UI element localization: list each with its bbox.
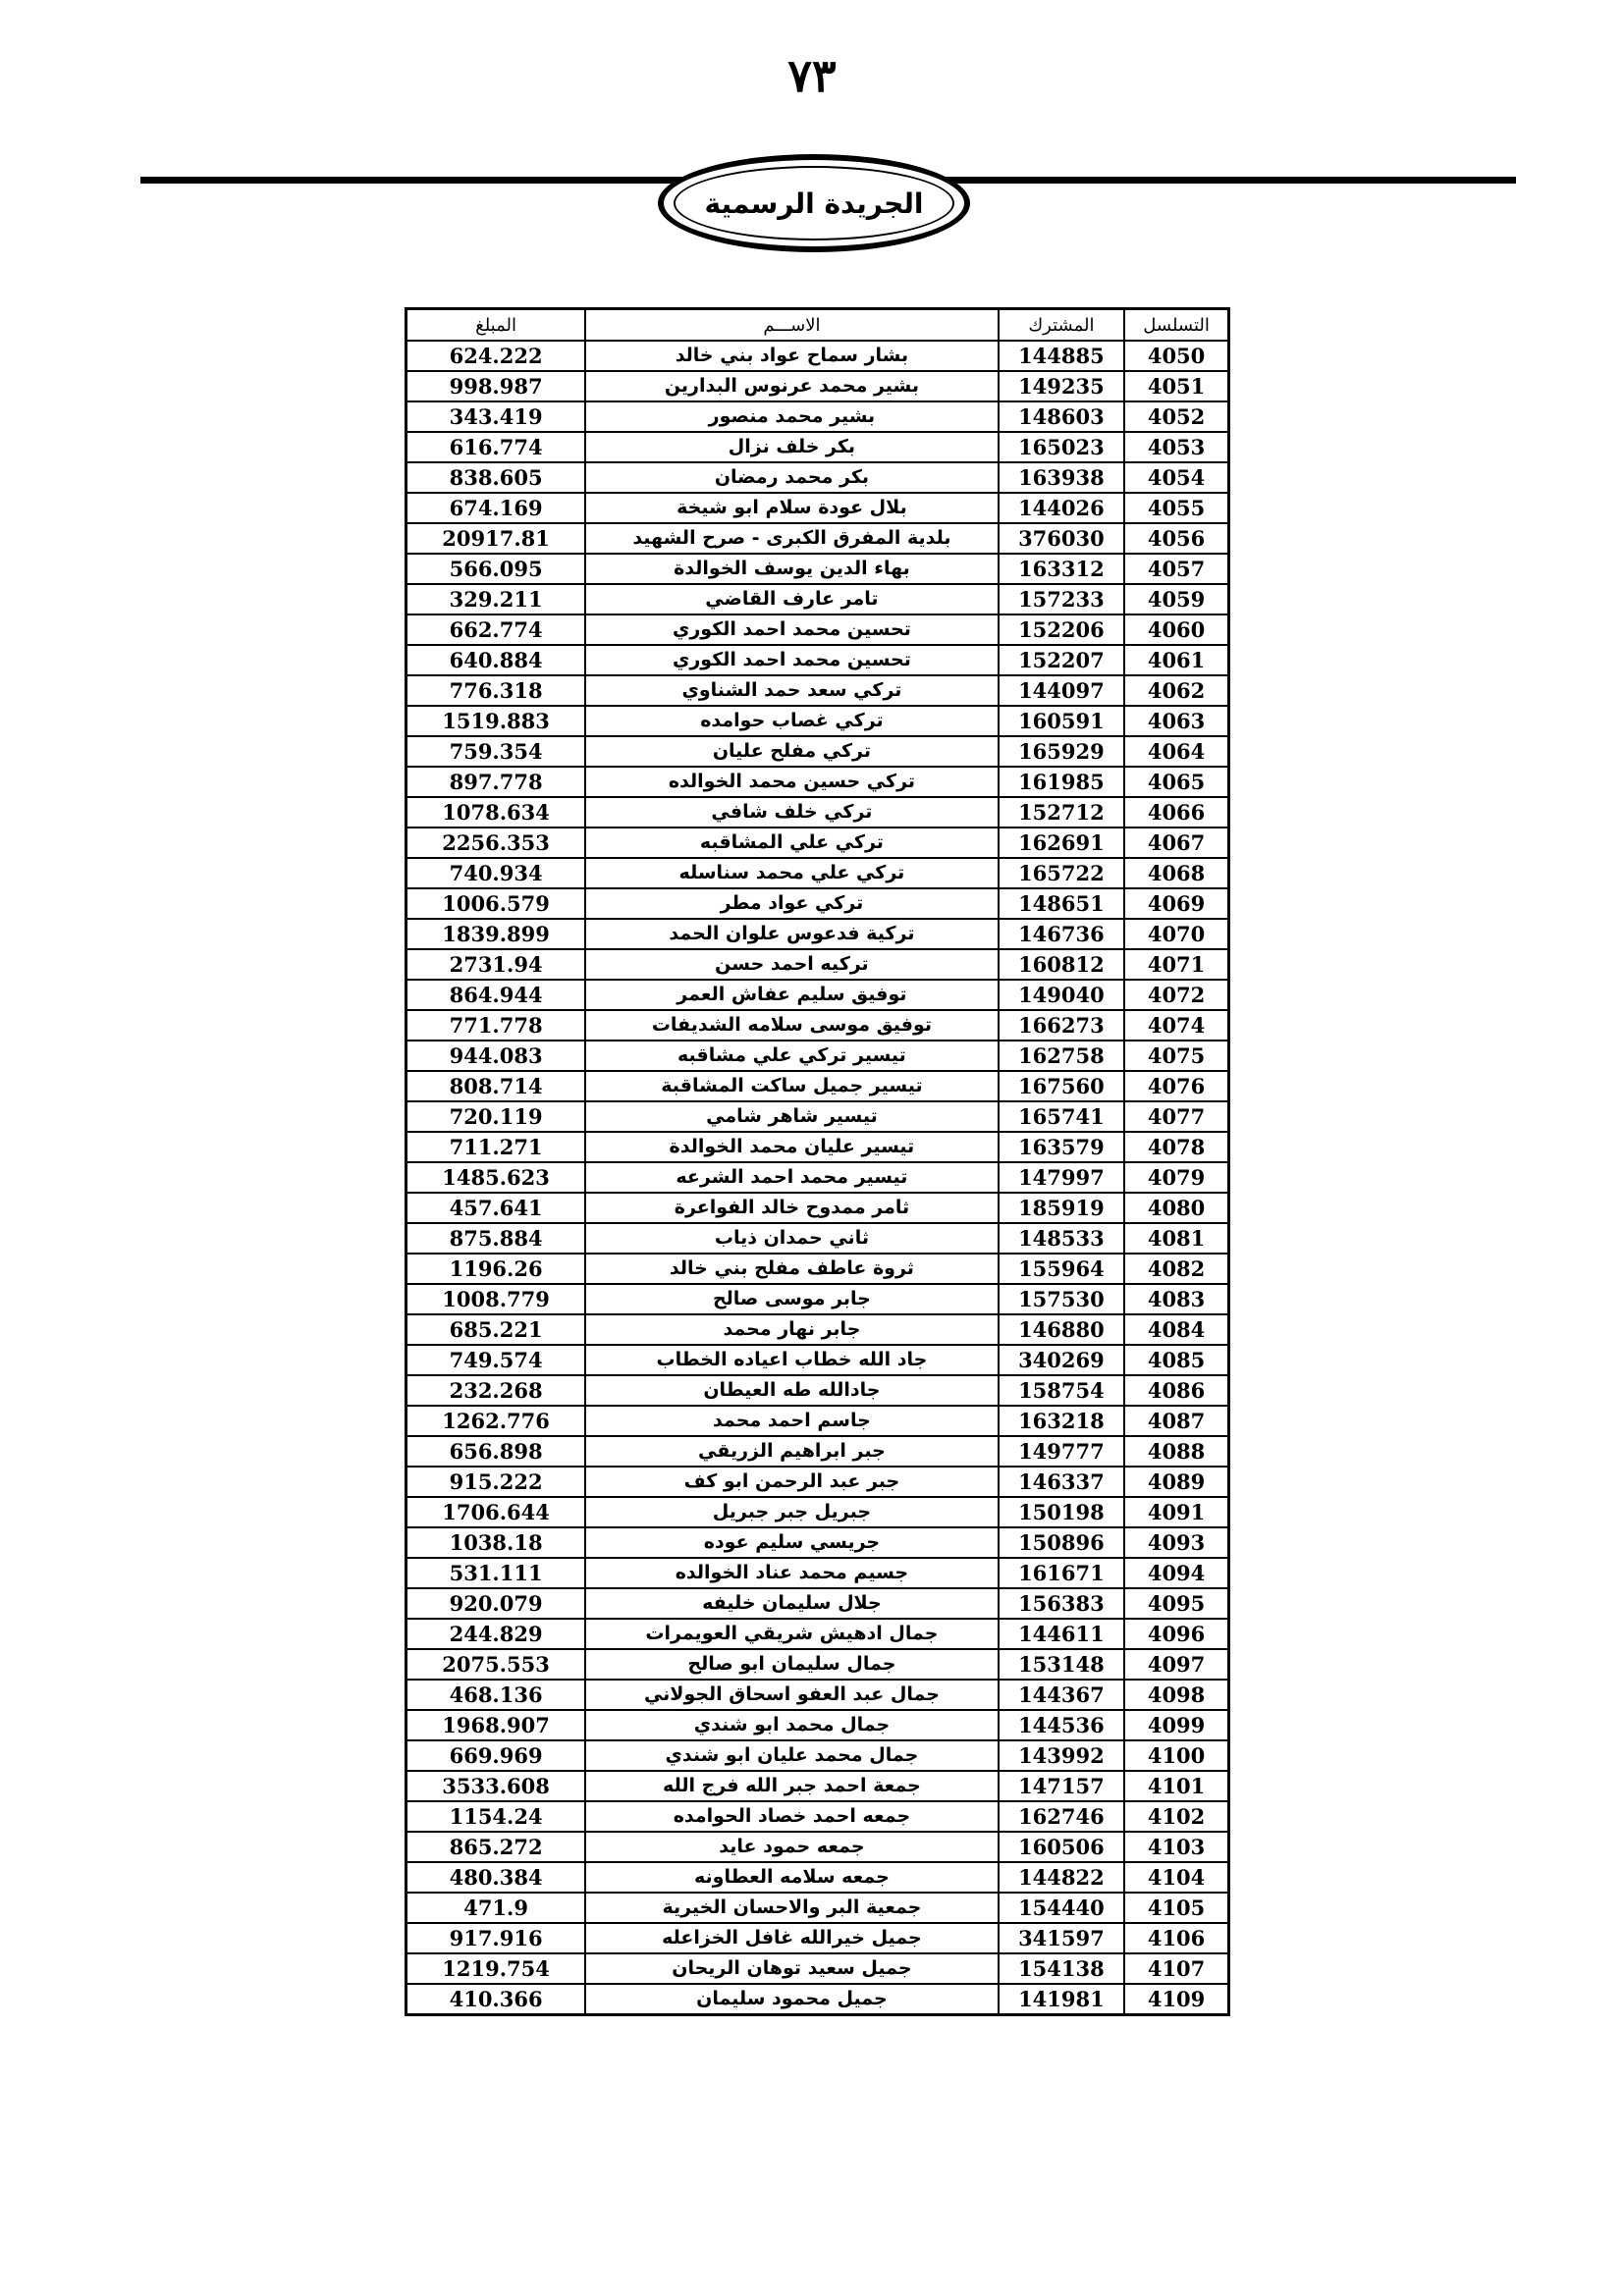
cell-serial: 4088 [1124,1436,1228,1467]
table-row [406,1771,1229,1801]
table-row [406,1010,1229,1041]
cell-subscriber: 154440 [999,1893,1124,1923]
subscribers-table-wrap [405,307,1230,2016]
table-row [406,1923,1229,1953]
cell-amount: 480.384 [406,1862,586,1893]
cell-amount: 1038.18 [406,1527,586,1558]
cell-amount: 1262.776 [406,1406,586,1436]
cell-subscriber: 163938 [999,462,1124,493]
cell-subscriber: 163579 [999,1132,1124,1162]
cell-name: جبر عبد الرحمن ابو كف [585,1467,999,1497]
cell-name: جادالله طه العيطان [585,1375,999,1406]
table-row [406,980,1229,1010]
cell-subscriber: 148651 [999,888,1124,919]
table-row [406,1436,1229,1467]
cell-name: تركيه احمد حسن [585,949,999,980]
cell-serial: 4074 [1124,1010,1228,1041]
table-row [406,1041,1229,1071]
table-row [406,1893,1229,1923]
cell-serial: 4062 [1124,675,1228,706]
table-row [406,1467,1229,1497]
cell-subscriber: 149235 [999,371,1124,401]
table-row [406,432,1229,462]
cell-amount: 3533.608 [406,1771,586,1801]
column-header-amount: المبلغ [406,309,586,342]
cell-name: جريسي سليم عوده [585,1527,999,1558]
cell-name: جميل سعيد توهان الريحان [585,1953,999,1984]
cell-name: تيسير محمد احمد الشرعه [585,1162,999,1193]
table-row [406,1345,1229,1375]
table-row [406,767,1229,797]
table-row [406,1162,1229,1193]
cell-subscriber: 144611 [999,1619,1124,1649]
table-row [406,1801,1229,1832]
cell-subscriber: 165023 [999,432,1124,462]
cell-name: جمعة احمد جبر الله فرج الله [585,1771,999,1801]
table-row [406,1223,1229,1254]
table-row [406,371,1229,401]
cell-name: جمال ادهيش شريقي العويمرات [585,1619,999,1649]
cell-amount: 685.221 [406,1314,586,1345]
cell-subscriber: 144822 [999,1862,1124,1893]
cell-serial: 4071 [1124,949,1228,980]
table-body [406,341,1229,2015]
cell-amount: 1968.907 [406,1710,586,1740]
table-row [406,1649,1229,1680]
cell-subscriber: 141981 [999,1984,1124,2015]
cell-name: جمعية البر والاحسان الخيرية [585,1893,999,1923]
cell-amount: 244.829 [406,1619,586,1649]
cell-serial: 4063 [1124,706,1228,736]
cell-name: جميل محمود سليمان [585,1984,999,2015]
cell-serial: 4103 [1124,1832,1228,1862]
cell-subscriber: 143992 [999,1740,1124,1771]
cell-subscriber: 162746 [999,1801,1124,1832]
table-row [406,1710,1229,1740]
cell-amount: 1839.899 [406,919,586,949]
table-header-row [406,309,1229,342]
cell-amount: 720.119 [406,1101,586,1132]
cell-amount: 759.354 [406,736,586,767]
cell-amount: 616.774 [406,432,586,462]
table-row [406,462,1229,493]
cell-serial: 4106 [1124,1923,1228,1953]
cell-amount: 2075.553 [406,1649,586,1680]
cell-serial: 4105 [1124,1893,1228,1923]
cell-amount: 740.934 [406,858,586,888]
table-row [406,493,1229,523]
cell-serial: 4080 [1124,1193,1228,1223]
cell-serial: 4070 [1124,919,1228,949]
cell-serial: 4060 [1124,614,1228,645]
cell-name: تركي خلف شافي [585,797,999,828]
table-row [406,614,1229,645]
table-row [406,1193,1229,1223]
cell-amount: 875.884 [406,1223,586,1254]
cell-subscriber: 148533 [999,1223,1124,1254]
table-row [406,1740,1229,1771]
cell-serial: 4097 [1124,1649,1228,1680]
cell-name: بكر محمد رمضان [585,462,999,493]
cell-serial: 4081 [1124,1223,1228,1254]
table-row [406,554,1229,584]
page-number: ٧٣ [787,49,837,102]
cell-amount: 20917.81 [406,523,586,554]
table-row [406,1132,1229,1162]
cell-serial: 4083 [1124,1284,1228,1314]
table-row [406,1284,1229,1314]
cell-name: جمعه حمود عايد [585,1832,999,1862]
cell-amount: 865.272 [406,1832,586,1862]
cell-amount: 808.714 [406,1071,586,1101]
table-row [406,1588,1229,1619]
cell-name: جابر نهار محمد [585,1314,999,1345]
cell-subscriber: 163218 [999,1406,1124,1436]
cell-subscriber: 156383 [999,1588,1124,1619]
cell-name: تركي عواد مطر [585,888,999,919]
cell-name: جسيم محمد عناد الخوالده [585,1558,999,1588]
cell-amount: 531.111 [406,1558,586,1588]
table-row [406,706,1229,736]
cell-serial: 4068 [1124,858,1228,888]
cell-amount: 2256.353 [406,828,586,858]
cell-serial: 4089 [1124,1467,1228,1497]
table-row [406,888,1229,919]
cell-subscriber: 155964 [999,1254,1124,1284]
cell-amount: 1078.634 [406,797,586,828]
cell-serial: 4095 [1124,1588,1228,1619]
cell-serial: 4086 [1124,1375,1228,1406]
cell-amount: 457.641 [406,1193,586,1223]
column-header-name: الاســـم [585,309,999,342]
cell-name: جمال عبد العفو اسحاق الجولاني [585,1680,999,1710]
cell-name: بهاء الدين يوسف الخوالدة [585,554,999,584]
cell-subscriber: 160591 [999,706,1124,736]
cell-serial: 4104 [1124,1862,1228,1893]
cell-subscriber: 185919 [999,1193,1124,1223]
cell-amount: 771.778 [406,1010,586,1041]
cell-name: تيسير شاهر شامي [585,1101,999,1132]
cell-subscriber: 144367 [999,1680,1124,1710]
cell-name: بلدية المفرق الكبرى - صرح الشهيد [585,523,999,554]
cell-subscriber: 146736 [999,919,1124,949]
cell-name: جاد الله خطاب اعياده الخطاب [585,1345,999,1375]
cell-amount: 1196.26 [406,1254,586,1284]
table-row [406,401,1229,432]
cell-amount: 343.419 [406,401,586,432]
cell-name: بشار سماح عواد بني خالد [585,341,999,371]
cell-name: جمال محمد عليان ابو شندي [585,1740,999,1771]
cell-serial: 4064 [1124,736,1228,767]
cell-name: ثامر ممدوح خالد الفواعرة [585,1193,999,1223]
cell-name: ثروة عاطف مفلح بني خالد [585,1254,999,1284]
cell-subscriber: 158754 [999,1375,1124,1406]
table-row [406,1558,1229,1588]
cell-serial: 4075 [1124,1041,1228,1071]
cell-subscriber: 144097 [999,675,1124,706]
cell-subscriber: 157233 [999,584,1124,614]
cell-serial: 4052 [1124,401,1228,432]
cell-name: تركي علي محمد سناسله [585,858,999,888]
cell-name: تيسير عليان محمد الخوالدة [585,1132,999,1162]
cell-amount: 1706.644 [406,1497,586,1527]
column-header-subscriber: المشترك [999,309,1124,342]
cell-amount: 624.222 [406,341,586,371]
cell-serial: 4098 [1124,1680,1228,1710]
cell-amount: 1006.579 [406,888,586,919]
cell-serial: 4084 [1124,1314,1228,1345]
cell-amount: 232.268 [406,1375,586,1406]
cell-serial: 4055 [1124,493,1228,523]
cell-amount: 662.774 [406,614,586,645]
cell-amount: 1154.24 [406,1801,586,1832]
cell-amount: 917.916 [406,1923,586,1953]
cell-subscriber: 150896 [999,1527,1124,1558]
cell-name: جاسم احمد محمد [585,1406,999,1436]
cell-amount: 471.9 [406,1893,586,1923]
table-row [406,1862,1229,1893]
cell-amount: 711.271 [406,1132,586,1162]
table-row [406,1071,1229,1101]
cell-serial: 4107 [1124,1953,1228,1984]
cell-name: تحسين محمد احمد الكوري [585,614,999,645]
table-row [406,1101,1229,1132]
header-oval [658,154,970,252]
cell-name: جمعه سلامه العطاونه [585,1862,999,1893]
cell-subscriber: 150198 [999,1497,1124,1527]
cell-amount: 920.079 [406,1588,586,1619]
cell-serial: 4082 [1124,1254,1228,1284]
cell-name: تيسير تركي علي مشاقبه [585,1041,999,1071]
cell-serial: 4050 [1124,341,1228,371]
cell-name: تركي علي المشاقبه [585,828,999,858]
cell-serial: 4078 [1124,1132,1228,1162]
cell-serial: 4099 [1124,1710,1228,1740]
cell-subscriber: 146337 [999,1467,1124,1497]
table-row [406,645,1229,675]
cell-serial: 4051 [1124,371,1228,401]
cell-serial: 4076 [1124,1071,1228,1101]
cell-name: جميل خيرالله غافل الخزاعله [585,1923,999,1953]
cell-amount: 915.222 [406,1467,586,1497]
table-row [406,919,1229,949]
cell-subscriber: 157530 [999,1284,1124,1314]
subscribers-table [405,307,1230,2016]
table-row [406,1619,1229,1649]
cell-serial: 4096 [1124,1619,1228,1649]
cell-amount: 674.169 [406,493,586,523]
cell-amount: 1219.754 [406,1953,586,1984]
cell-subscriber: 166273 [999,1010,1124,1041]
cell-serial: 4072 [1124,980,1228,1010]
cell-subscriber: 148603 [999,401,1124,432]
cell-serial: 4087 [1124,1406,1228,1436]
cell-serial: 4094 [1124,1558,1228,1588]
cell-serial: 4085 [1124,1345,1228,1375]
cell-amount: 1008.779 [406,1284,586,1314]
cell-subscriber: 147157 [999,1771,1124,1801]
cell-subscriber: 152207 [999,645,1124,675]
cell-amount: 1519.883 [406,706,586,736]
cell-subscriber: 149040 [999,980,1124,1010]
table-row [406,949,1229,980]
cell-subscriber: 162691 [999,828,1124,858]
cell-subscriber: 152206 [999,614,1124,645]
cell-amount: 566.095 [406,554,586,584]
cell-serial: 4059 [1124,584,1228,614]
table-row [406,1680,1229,1710]
cell-subscriber: 146880 [999,1314,1124,1345]
cell-name: تامر عارف القاضي [585,584,999,614]
cell-amount: 864.944 [406,980,586,1010]
cell-subscriber: 160506 [999,1832,1124,1862]
cell-serial: 4079 [1124,1162,1228,1193]
cell-name: بلال عودة سلام ابو شيخة [585,493,999,523]
cell-name: جلال سليمان خليفه [585,1588,999,1619]
cell-subscriber: 376030 [999,523,1124,554]
cell-subscriber: 341597 [999,1923,1124,1953]
cell-serial: 4100 [1124,1740,1228,1771]
cell-serial: 4093 [1124,1527,1228,1558]
cell-serial: 4065 [1124,767,1228,797]
cell-serial: 4101 [1124,1771,1228,1801]
cell-name: جبريل جبر جبريل [585,1497,999,1527]
cell-serial: 4067 [1124,828,1228,858]
cell-amount: 776.318 [406,675,586,706]
cell-subscriber: 154138 [999,1953,1124,1984]
table-row [406,1375,1229,1406]
cell-subscriber: 165722 [999,858,1124,888]
cell-name: تحسين محمد احمد الكوري [585,645,999,675]
cell-subscriber: 167560 [999,1071,1124,1101]
table-row [406,1254,1229,1284]
cell-subscriber: 152712 [999,797,1124,828]
table-row [406,675,1229,706]
table-row [406,1527,1229,1558]
cell-name: تركي حسين محمد الخوالده [585,767,999,797]
cell-serial: 4061 [1124,645,1228,675]
cell-subscriber: 144536 [999,1710,1124,1740]
cell-name: جمال سليمان ابو صالح [585,1649,999,1680]
cell-amount: 2731.94 [406,949,586,980]
cell-serial: 4054 [1124,462,1228,493]
cell-subscriber: 160812 [999,949,1124,980]
cell-serial: 4077 [1124,1101,1228,1132]
cell-subscriber: 161671 [999,1558,1124,1588]
cell-subscriber: 147997 [999,1162,1124,1193]
column-header-serial: التسلسل [1124,309,1228,342]
table-row [406,1984,1229,2015]
cell-serial: 4056 [1124,523,1228,554]
cell-amount: 329.211 [406,584,586,614]
cell-amount: 640.884 [406,645,586,675]
cell-name: ثاني حمدان ذياب [585,1223,999,1254]
cell-amount: 838.605 [406,462,586,493]
cell-name: تيسير جميل ساكت المشاقبة [585,1071,999,1101]
cell-subscriber: 153148 [999,1649,1124,1680]
table-row [406,341,1229,371]
cell-amount: 998.987 [406,371,586,401]
gazette-title: الجريدة الرسمية [704,187,924,220]
cell-subscriber: 144885 [999,341,1124,371]
cell-name: بكر خلف نزال [585,432,999,462]
cell-subscriber: 149777 [999,1436,1124,1467]
cell-amount: 656.898 [406,1436,586,1467]
cell-serial: 4102 [1124,1801,1228,1832]
cell-subscriber: 165741 [999,1101,1124,1132]
cell-subscriber: 144026 [999,493,1124,523]
cell-name: تركي غصاب حوامده [585,706,999,736]
cell-amount: 468.136 [406,1680,586,1710]
cell-serial: 4053 [1124,432,1228,462]
cell-name: تركية فدعوس علوان الحمد [585,919,999,949]
cell-subscriber: 165929 [999,736,1124,767]
cell-amount: 944.083 [406,1041,586,1071]
table-row [406,858,1229,888]
cell-subscriber: 340269 [999,1345,1124,1375]
table-row [406,828,1229,858]
cell-name: جابر موسى صالح [585,1284,999,1314]
cell-name: جمعه احمد خصاد الحوامده [585,1801,999,1832]
cell-serial: 4069 [1124,888,1228,919]
table-row [406,1832,1229,1862]
cell-name: بشير محمد منصور [585,401,999,432]
cell-amount: 669.969 [406,1740,586,1771]
table-row [406,1406,1229,1436]
table-row [406,584,1229,614]
cell-name: جمال محمد ابو شندي [585,1710,999,1740]
cell-serial: 4057 [1124,554,1228,584]
table-row [406,1953,1229,1984]
cell-serial: 4109 [1124,1984,1228,2015]
cell-serial: 4091 [1124,1497,1228,1527]
cell-amount: 897.778 [406,767,586,797]
cell-subscriber: 163312 [999,554,1124,584]
cell-name: بشير محمد عرنوس البدارين [585,371,999,401]
cell-name: توفيق موسى سلامه الشديفات [585,1010,999,1041]
cell-name: تركي مفلح عليان [585,736,999,767]
cell-name: توفيق سليم عفاش العمر [585,980,999,1010]
cell-amount: 749.574 [406,1345,586,1375]
cell-subscriber: 162758 [999,1041,1124,1071]
cell-amount: 1485.623 [406,1162,586,1193]
table-row [406,1497,1229,1527]
cell-name: جبر ابراهيم الزريقي [585,1436,999,1467]
table-row [406,797,1229,828]
cell-subscriber: 161985 [999,767,1124,797]
table-row [406,1314,1229,1345]
cell-name: تركي سعد حمد الشناوي [585,675,999,706]
cell-amount: 410.366 [406,1984,586,2015]
table-row [406,523,1229,554]
cell-serial: 4066 [1124,797,1228,828]
table-row [406,736,1229,767]
